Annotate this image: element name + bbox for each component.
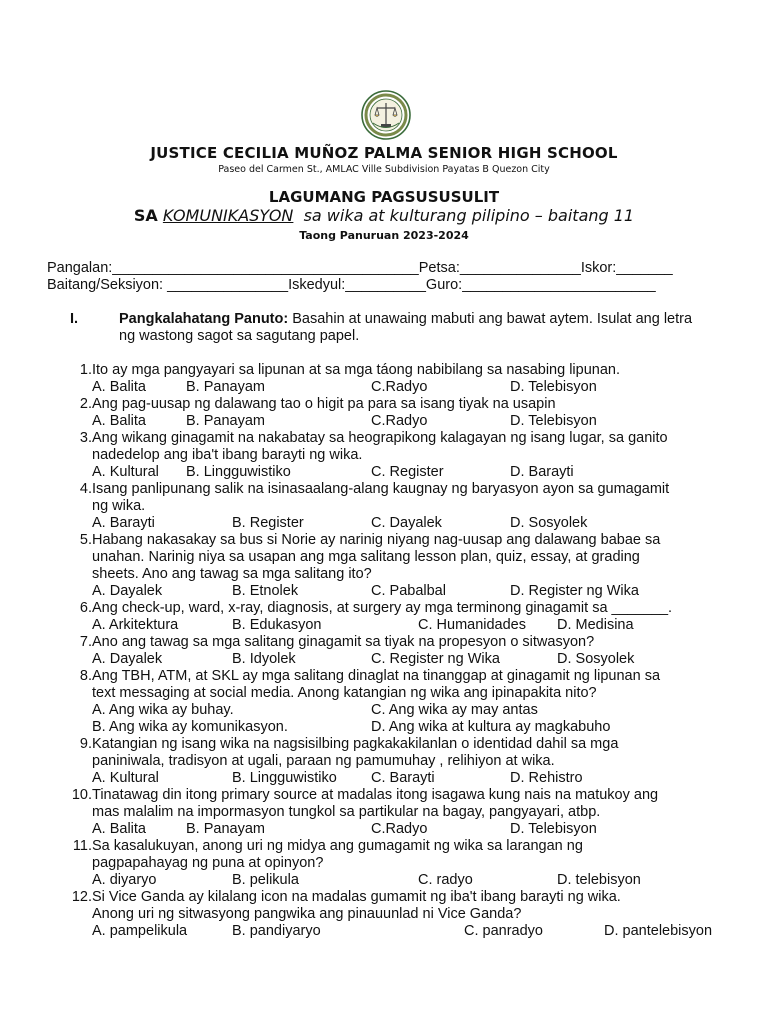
school-year: Taong Panuruan 2023-2024 [299,229,469,242]
question-text-line: Anong uri ng sitwasyong pangwika ang pinauunlad ni Vice Ganda? [92,906,522,922]
answer-option: D. Sosyolek [557,651,635,667]
answer-option: B. Panayam [186,379,265,395]
answer-option: C. panradyo [464,923,543,939]
question-text-line: paniniwala, tradisyon at ugali, paraan ng pamumuhay , relihiyon at wika. [92,753,555,769]
answer-option: B. Ang wika ay komunikasyon. [92,719,288,735]
answer-option: D. Telebisyon [510,413,597,429]
answer-options [0,702,768,719]
subject-rest: sa wika at kulturang pilipino – baitang 11 [303,206,635,225]
answer-option: D. Telebisyon [510,821,597,837]
answer-option: B. Panayam [186,821,265,837]
question-number: 11. [72,838,92,854]
question-text [92,668,722,702]
answer-options [0,583,768,600]
answer-option: D. telebisyon [557,872,641,888]
school-name: JUSTICE CECILIA MUÑOZ PALMA SENIOR HIGH SCHOOL [150,144,618,162]
question-text-line: Si Vice Ganda ay kilalang icon na madalas gumamit ng iba't ibang barayti ng wika. [92,889,621,905]
question-text-line: pagpapahayag ng puna at opinyon? [92,855,324,871]
info-line-section-schedule-teacher: Baitang/Seksiyon: _______________Iskedyul:__________Guro:________________________ [47,277,656,293]
subject-line [0,206,768,225]
answer-option: A. Balita [92,821,146,837]
question-number: 2. [79,396,92,412]
answer-option: C. Barayti [371,770,435,786]
answer-option: D. pantelebisyon [604,923,713,939]
question-text [92,396,722,413]
answer-option: D. Telebisyon [510,379,597,395]
answer-option: A. Arkitektura [92,617,179,633]
subject-prefix: SA [133,206,158,225]
question-number: 1. [79,362,92,378]
answer-option: B. pandiyaryo [232,923,321,939]
answer-options [0,821,768,838]
answer-option: A. diyaryo [92,872,157,888]
answer-option: D. Register ng Wika [510,583,639,599]
answer-option: D. Ang wika at kultura ay magkabuho [371,719,611,735]
answer-options [0,923,768,940]
question-text-line: Katangian ng isang wika na nagsisilbing pagkakakilanlan o identidad dahil sa mga [92,736,619,752]
answer-option: A. Balita [92,379,146,395]
answer-option: A. Barayti [92,515,155,531]
answer-options [0,872,768,889]
school-seal-icon [361,90,411,140]
answer-option: C. Pabalbal [371,583,446,599]
question-number: 4. [79,481,92,497]
question-text-line: Ang TBH, ATM, at SKL ay mga salitang dinaglat na tinanggap at ginagamit ng lipunan sa [92,668,661,684]
answer-options [0,651,768,668]
answer-option: C. Ang wika ay may antas [371,702,538,718]
question-text [92,889,722,923]
answer-option: C. Register ng Wika [371,651,500,667]
question-text-line: Sa kasalukuyan, anong uri ng midya ang gumagamit ng wika sa larangan ng [92,838,583,854]
answer-options [0,464,768,481]
answer-option: B. Lingguwistiko [186,464,291,480]
answer-options [0,413,768,430]
answer-option: B. Etnolek [232,583,299,599]
question-text-line: Habang nakasakay sa bus si Norie ay narinig niyang nag-uusap ang dalawang babae sa [92,532,661,548]
answer-option: D. Barayti [510,464,574,480]
answer-option: B. Panayam [186,413,265,429]
instructions-text: Basahin at unawaing mabuti ang bawat aytem. Isulat ang letra ng wastong sagot sa sagutang papel. [119,311,693,344]
question-text [92,362,722,379]
answer-option: C.Radyo [371,379,428,395]
answer-option: D. Sosyolek [510,515,588,531]
question-text-line: Ang check-up, ward, x-ray, diagnosis, at surgery ay mga terminong ginagamit sa _______. [92,600,673,616]
answer-options [0,617,768,634]
question-text-line: Isang panlipunang salik na isinasaalang-alang kaugnay ng baryasyon ayon sa gumagamit [92,481,670,497]
school-address: Paseo del Carmen St., AMLAC Ville Subdivision Payatas B Quezon City [218,164,550,175]
answer-option: C. Register [371,464,444,480]
answer-option: A. pampelikula [92,923,188,939]
question-text [92,838,722,872]
question-text [92,430,722,464]
exam-title: LAGUMANG PAGSUSUSULIT [268,188,500,206]
question-text-line: text messaging at social media. Anong katangian ng wika ang ipinapakita nito? [92,685,597,701]
answer-option: B. Lingguwistiko [232,770,337,786]
section-number: I. [70,311,79,327]
answer-option: D. Rehistro [510,770,583,786]
answer-option: C.Radyo [371,413,428,429]
question-text [92,787,722,821]
answer-option: D. Medisina [557,617,634,633]
answer-option: C. Humanidades [418,617,526,633]
question-number: 3. [79,430,92,446]
answer-options [0,515,768,532]
question-number: 12. [71,889,92,905]
answer-option: A. Kultural [92,464,159,480]
answer-option: B. pelikula [232,872,299,888]
question-text [92,600,722,617]
question-number: 8. [79,668,92,684]
answer-options [0,719,768,736]
general-instructions [119,311,709,345]
subject-name: KOMUNIKASYON [162,206,294,225]
question-text [92,634,722,651]
answer-option: A. Dayalek [92,583,163,599]
instructions-label: Pangkalahatang Panuto: [119,311,289,327]
question-text-line: unahan. Narinig niya sa usapan ang mga salitang lesson plan, quiz, essay, at grading [92,549,640,565]
question-number: 6. [79,600,92,616]
question-text-line: Ito ay mga pangyayari sa lipunan at sa mga táong nabibilang sa nasabing lipunan. [92,362,621,378]
answer-option: C.Radyo [371,821,428,837]
answer-option: B. Register [232,515,304,531]
question-text-line: Ano ang tawag sa mga salitang ginagamit sa tiyak na propesyon o sitwasyon? [92,634,595,650]
question-text-line: ng wika. [92,498,146,514]
answer-options [0,770,768,787]
answer-option: B. Edukasyon [232,617,322,633]
question-number: 9. [79,736,92,752]
answer-option: B. Idyolek [232,651,296,667]
question-number: 7. [79,634,92,650]
question-text-line: mas malalim na impormasyon tungkol sa partikular na bagay, pangyayari, atbp. [92,804,601,820]
question-number: 10. [71,787,92,803]
answer-option: C. radyo [418,872,473,888]
answer-option: A. Ang wika ay buhay. [92,702,234,718]
question-text-line: Ang pag-uusap ng dalawang tao o higit pa para sa isang tiyak na usapin [92,396,556,412]
question-text [92,532,722,583]
question-text-line: sheets. Ano ang tawag sa mga salitang ito? [92,566,372,582]
question-text-line: nadedelop ang iba't ibang barayti ng wika. [92,447,363,463]
answer-option: A. Balita [92,413,146,429]
answer-option: A. Kultural [92,770,159,786]
question-text-line: Tinatawag din itong primary source at madalas itong isagawa kung nais na matukoy ang [92,787,659,803]
question-text [92,481,722,515]
answer-option: A. Dayalek [92,651,163,667]
answer-option: C. Dayalek [371,515,442,531]
info-line-name-date-score: Pangalan:______________________________________Petsa:_______________Iskor:_______ [47,260,673,276]
question-text-line: Ang wikang ginagamit na nakabatay sa heograpikong kalagayan ng isang lugar, sa ganito [92,430,668,446]
question-number: 5. [79,532,92,548]
question-text [92,736,722,770]
answer-options [0,379,768,396]
